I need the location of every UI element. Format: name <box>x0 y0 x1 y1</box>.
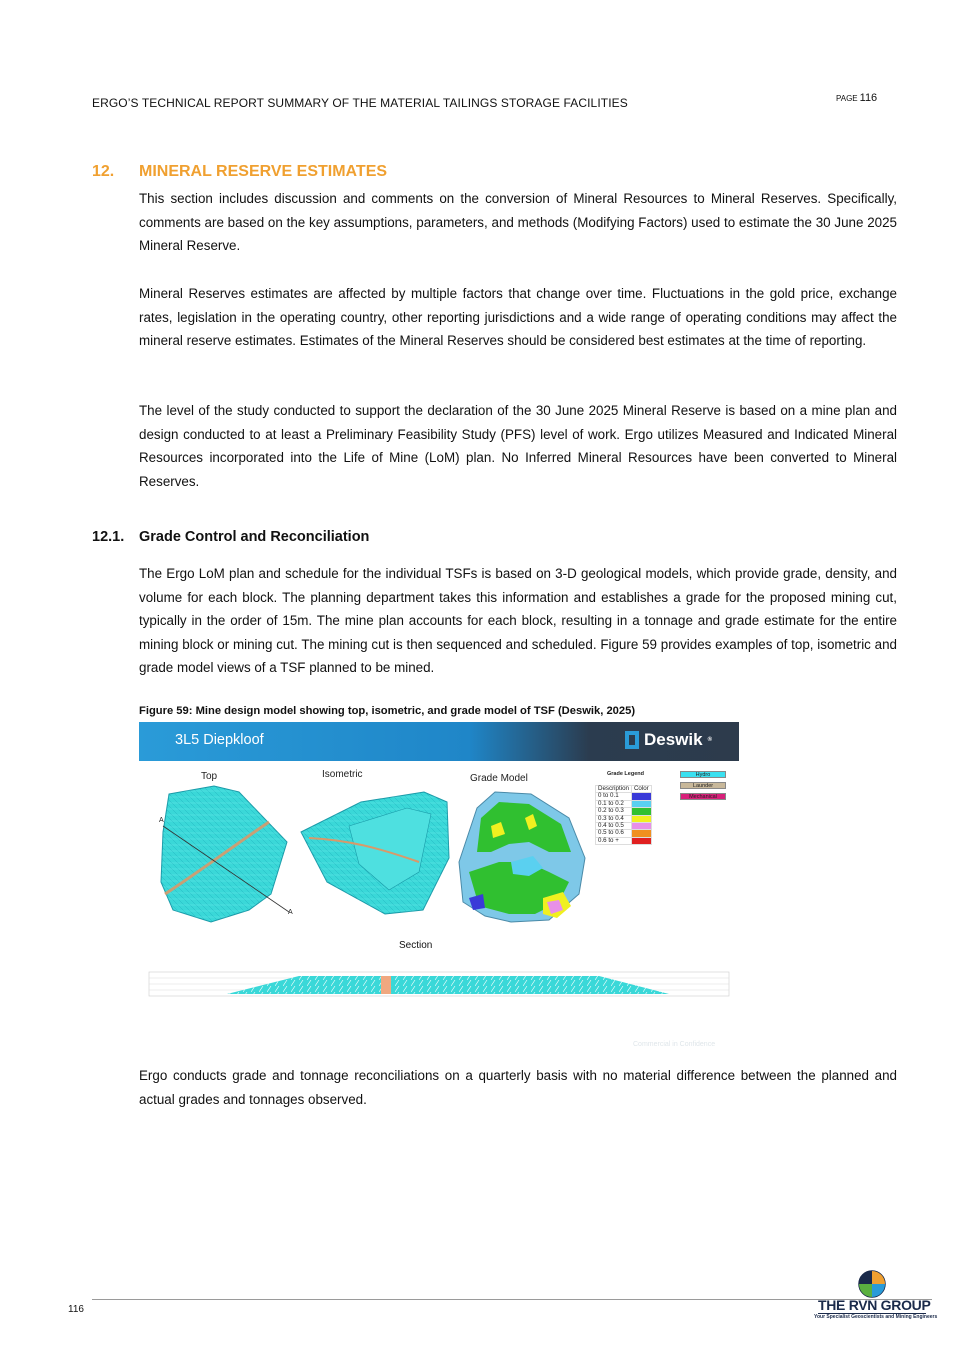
paragraph-factors: Mineral Reserves estimates are affected by multiple factors that change over time. Fluctuations in the gold price, exchange rates, legislation in the operating country, other reporting jurisdictions and a wide range of operating conditions may affect the mineral reserve estimates. Estimates of the Mineral Reserves should be considered best estimates at the time of reporting. <box>139 286 897 348</box>
section-view <box>149 972 729 996</box>
rvn-group-logo <box>814 1268 938 1324</box>
material-tag-hydro: Hydro <box>680 771 726 778</box>
legend-header-description: Description <box>596 786 632 793</box>
label-a-end: A <box>288 909 293 916</box>
isometric-view <box>301 792 449 914</box>
subsection-title: Grade Control and Reconciliation <box>139 529 370 545</box>
footer-page-number: 116 <box>68 1304 84 1315</box>
legend-label: 0.4 to 0.5 <box>596 823 632 830</box>
section-number: 12. <box>92 163 115 180</box>
figure-banner-title: 3L5 Diepkloof <box>175 732 264 748</box>
rvn-tagline: Your Specialist Geoscientists and Mining Engineers <box>814 1314 938 1320</box>
legend-label: 0.5 to 0.6 <box>596 830 632 837</box>
legend-label: 0.3 to 0.4 <box>596 815 632 822</box>
legend-table <box>595 785 652 845</box>
legend-header-color: Color <box>631 786 651 793</box>
legend-label: 0.2 to 0.3 <box>596 808 632 815</box>
section-heading <box>92 163 387 181</box>
figure-mine-design <box>139 722 739 1052</box>
report-title: ERGO’S TECHNICAL REPORT SUMMARY OF THE MATERIAL TAILINGS STORAGE FACILITIES <box>92 96 628 110</box>
grade-model-view <box>459 792 585 922</box>
label-isometric: Isometric <box>322 769 363 780</box>
legend-swatch <box>631 800 651 807</box>
page-number: 116 <box>859 92 878 104</box>
rvn-globe-icon <box>814 1268 934 1298</box>
footer-divider <box>92 1299 932 1300</box>
confidential-watermark: Commercial in Confidence <box>633 1041 716 1048</box>
paragraph-grade-control: The Ergo LoM plan and schedule for the individual TSFs is based on 3-D geological models, which provide grade, density, and volume for each block. The planning department takes this information and establishes a grade for the proposed mining cut, typically in the order of 15m. The mine plan accounts for each block, resulting in a tonnage and grade estimate for the entire mining block or mining cut. The mining cut is then sequenced and scheduled. Figure 59 provides examples of top, isometric and grade model views of a TSF planned to be mined. <box>139 566 897 675</box>
subsection-heading <box>92 529 369 545</box>
label-section: Section <box>399 940 433 951</box>
paragraph-reconciliation: Ergo conducts grade and tonnage reconciliations on a quarterly basis with no material difference between the planned and actual grades and tonnages observed. <box>139 1068 897 1107</box>
label-grade-model: Grade Model <box>470 773 528 784</box>
legend-label: 0.6 to + <box>596 837 632 844</box>
legend-row <box>596 837 652 844</box>
legend-label: 0.1 to 0.2 <box>596 800 632 807</box>
legend-swatch <box>631 815 651 822</box>
subsection-number: 12.1. <box>92 529 125 545</box>
top-view <box>161 786 289 922</box>
section-title: MINERAL RESERVE ESTIMATES <box>139 163 388 180</box>
legend-swatch <box>631 808 651 815</box>
material-tag-launder: Launder <box>680 782 726 789</box>
legend-swatch <box>631 823 651 830</box>
paragraph-study-level: The level of the study conducted to support the declaration of the 30 June 2025 Mineral Reserve is based on a mine plan and design conducted to at least a Preliminary Feasibility Study (PFS) level of work. Ergo utilizes Measured and Indicated Mineral Resources incorporated into the Life of Mine (LoM) plan. No Inferred Mineral Resources have been converted to Mineral Reserves. <box>139 403 897 489</box>
rvn-name: THE RVN GROUP <box>818 1297 931 1313</box>
legend-label: 0 to 0.1 <box>596 793 632 800</box>
label-top: Top <box>201 771 218 782</box>
deswik-logo: Deswik ® <box>625 730 712 750</box>
material-tag-mechanical: Mechanical <box>680 793 726 800</box>
legend-swatch <box>631 830 651 837</box>
figure-caption: Figure 59: Mine design model showing top, isometric, and grade model of TSF (Deswik, 2025) <box>139 705 636 717</box>
legend-swatch <box>631 837 651 844</box>
header-page-number <box>836 92 877 104</box>
legend-swatch <box>631 793 651 800</box>
paragraph-intro: This section includes discussion and comments on the conversion of Mineral Resources to Mineral Reserves. Specifically, comments are based on the key assumptions, parameters, and methods (Modifying Factors) used to estimate the 30 June 2025 Mineral Reserve. <box>139 191 897 253</box>
label-a-start: A <box>159 817 164 824</box>
grade-legend <box>595 771 659 845</box>
legend-title: Grade Legend <box>607 771 644 777</box>
legend-row <box>596 808 652 815</box>
page-label: PAGE <box>836 94 858 103</box>
